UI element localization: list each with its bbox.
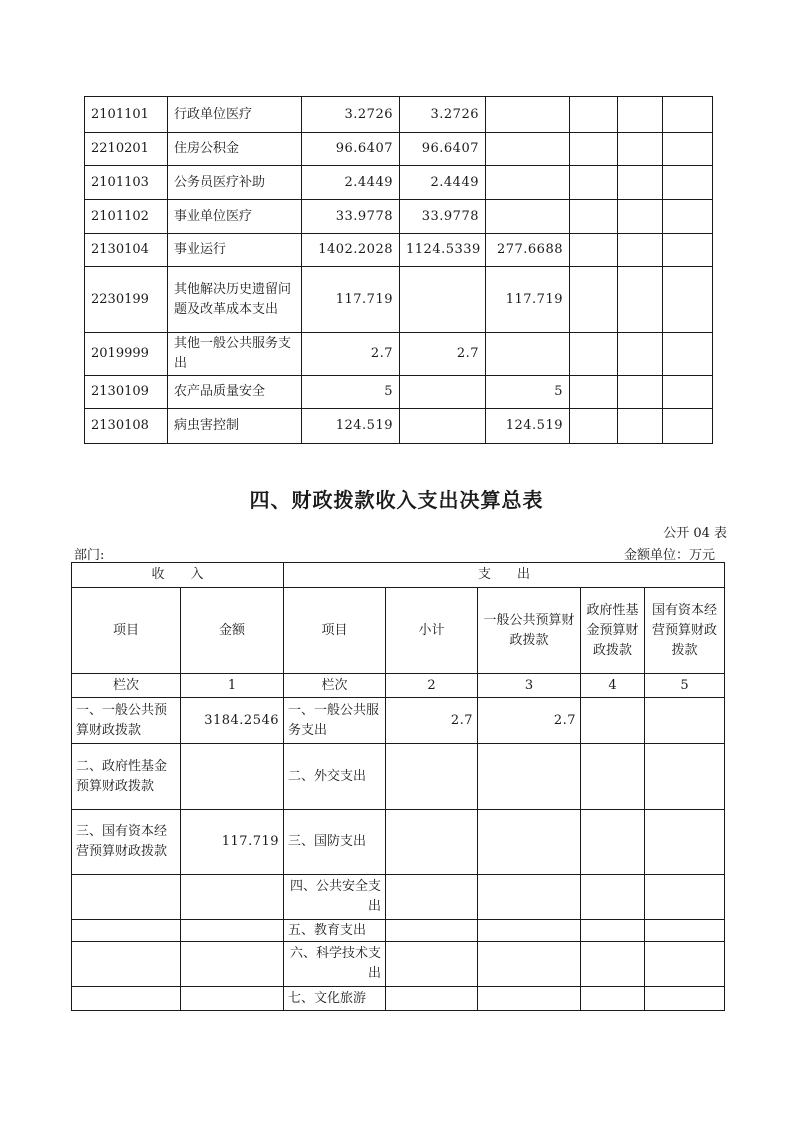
empty-cell <box>618 333 663 376</box>
empty-cell <box>663 200 713 234</box>
empty-cell <box>570 97 618 133</box>
basic-amount: 33.9778 <box>400 200 486 234</box>
income-amount <box>181 942 284 987</box>
govfund-amount <box>581 920 645 942</box>
col-soe-header: 国有资本经营预算财政拨款 <box>645 588 725 674</box>
table-row <box>85 409 713 444</box>
subject-code: 2101101 <box>85 97 168 133</box>
subject-code: 2101103 <box>85 166 168 200</box>
subject-code: 2130109 <box>85 376 168 409</box>
basic-amount: 2.7 <box>400 333 486 376</box>
govfund-amount <box>581 810 645 875</box>
table-row <box>85 97 713 133</box>
empty-cell <box>618 133 663 166</box>
expense-item: 五、教育支出 <box>284 920 386 942</box>
col-item2-header: 项目 <box>284 588 386 674</box>
expense-item: 四、公共安全支出 <box>284 875 386 920</box>
empty-cell <box>663 234 713 267</box>
basic-amount <box>400 409 486 444</box>
soe-amount <box>645 942 725 987</box>
empty-cell <box>618 97 663 133</box>
col-number: 2 <box>386 674 478 698</box>
basic-amount: 1124.5339 <box>400 234 486 267</box>
expense-item: 六、科学技术支出 <box>284 942 386 987</box>
basic-amount: 3.2726 <box>400 97 486 133</box>
basic-amount <box>400 267 486 333</box>
subject-name: 住房公积金 <box>168 133 302 166</box>
subject-code: 2210201 <box>85 133 168 166</box>
soe-amount <box>645 875 725 920</box>
col-number: 4 <box>581 674 645 698</box>
subtotal-amount: 2.7 <box>386 698 478 744</box>
govfund-amount <box>581 942 645 987</box>
empty-cell <box>663 376 713 409</box>
subtotal-amount <box>386 987 478 1011</box>
empty-cell <box>570 234 618 267</box>
income-amount: 3184.2546 <box>181 698 284 744</box>
income-amount <box>181 875 284 920</box>
basic-amount <box>400 376 486 409</box>
project-amount <box>486 133 570 166</box>
subject-name: 病虫害控制 <box>168 409 302 444</box>
column-header-row <box>72 588 725 674</box>
subtotal-amount <box>386 942 478 987</box>
income-item <box>72 987 181 1011</box>
project-amount <box>486 97 570 133</box>
general-amount <box>478 987 581 1011</box>
total-amount: 5 <box>302 376 400 409</box>
general-amount <box>478 744 581 810</box>
empty-cell <box>663 97 713 133</box>
table-row <box>85 376 713 409</box>
table-row <box>72 987 725 1011</box>
empty-cell <box>570 376 618 409</box>
govfund-amount <box>581 744 645 810</box>
empty-cell <box>570 166 618 200</box>
subject-code: 2230199 <box>85 267 168 333</box>
project-amount: 277.6688 <box>486 234 570 267</box>
income-amount <box>181 920 284 942</box>
subject-name: 公务员医疗补助 <box>168 166 302 200</box>
empty-cell <box>618 409 663 444</box>
subject-name: 事业单位医疗 <box>168 200 302 234</box>
col-number: 1 <box>181 674 284 698</box>
govfund-amount <box>581 875 645 920</box>
subject-code: 2101102 <box>85 200 168 234</box>
empty-cell <box>618 376 663 409</box>
project-amount: 5 <box>486 376 570 409</box>
soe-amount <box>645 920 725 942</box>
govfund-amount <box>581 698 645 744</box>
subject-name: 行政单位医疗 <box>168 97 302 133</box>
fiscal-summary-table <box>71 562 725 1011</box>
soe-amount <box>645 987 725 1011</box>
total-amount: 2.4449 <box>302 166 400 200</box>
income-item <box>72 920 181 942</box>
table-row <box>72 744 725 810</box>
income-item: 二、政府性基金预算财政拨款 <box>72 744 181 810</box>
expenditure-detail-table <box>84 96 713 444</box>
total-amount: 117.719 <box>302 267 400 333</box>
income-item: 一、一般公共预算财政拨款 <box>72 698 181 744</box>
empty-cell <box>570 409 618 444</box>
form-number: 公开 04 表 <box>663 526 727 541</box>
project-amount <box>486 200 570 234</box>
income-header: 收 入 <box>72 563 284 588</box>
empty-cell <box>570 333 618 376</box>
col-number: 3 <box>478 674 581 698</box>
project-amount <box>486 166 570 200</box>
col-subtotal-header: 小计 <box>386 588 478 674</box>
general-amount <box>478 942 581 987</box>
empty-cell <box>618 200 663 234</box>
empty-cell <box>618 267 663 333</box>
subject-code: 2130108 <box>85 409 168 444</box>
col-amount-header: 金额 <box>181 588 284 674</box>
expense-header: 支 出 <box>284 563 725 588</box>
expense-item: 三、国防支出 <box>284 810 386 875</box>
expense-item: 七、文化旅游 <box>284 987 386 1011</box>
expense-item: 二、外交支出 <box>284 744 386 810</box>
subject-name: 其他一般公共服务支出 <box>168 333 302 376</box>
total-amount: 2.7 <box>302 333 400 376</box>
empty-cell <box>570 267 618 333</box>
col-number: 5 <box>645 674 725 698</box>
table-row <box>72 698 725 744</box>
column-number-row <box>72 674 725 698</box>
empty-cell <box>618 234 663 267</box>
soe-amount <box>645 810 725 875</box>
col-item-header: 项目 <box>72 588 181 674</box>
general-amount <box>478 810 581 875</box>
income-item <box>72 942 181 987</box>
department-label: 部门: <box>74 548 105 563</box>
income-item: 三、国有资本经营预算财政拨款 <box>72 810 181 875</box>
general-amount: 2.7 <box>478 698 581 744</box>
total-amount: 3.2726 <box>302 97 400 133</box>
expense-item: 一、一般公共服务支出 <box>284 698 386 744</box>
table-row <box>72 920 725 942</box>
table-row <box>85 333 713 376</box>
general-amount <box>478 875 581 920</box>
table-row <box>72 810 725 875</box>
empty-cell <box>618 166 663 200</box>
basic-amount: 2.4449 <box>400 166 486 200</box>
total-amount: 33.9778 <box>302 200 400 234</box>
group-header-row <box>72 563 725 588</box>
total-amount: 124.519 <box>302 409 400 444</box>
col-general-header: 一般公共预算财政拨款 <box>478 588 581 674</box>
table-row <box>72 942 725 987</box>
subtotal-amount <box>386 920 478 942</box>
subtotal-amount <box>386 810 478 875</box>
project-amount <box>486 333 570 376</box>
empty-cell <box>663 409 713 444</box>
subtotal-amount <box>386 875 478 920</box>
subject-name: 农产品质量安全 <box>168 376 302 409</box>
govfund-amount <box>581 987 645 1011</box>
empty-cell <box>663 267 713 333</box>
table-row <box>85 166 713 200</box>
general-amount <box>478 920 581 942</box>
empty-cell <box>570 133 618 166</box>
subject-name: 其他解决历史遗留问题及改革成本支出 <box>168 267 302 333</box>
table-row <box>85 234 713 267</box>
soe-amount <box>645 744 725 810</box>
table-row <box>85 133 713 166</box>
soe-amount <box>645 698 725 744</box>
amount-unit-label: 金额单位：万元 <box>623 548 715 563</box>
col-govfund-header: 政府性基金预算财政拨款 <box>581 588 645 674</box>
income-amount: 117.719 <box>181 810 284 875</box>
total-amount: 1402.2028 <box>302 234 400 267</box>
table-row <box>85 267 713 333</box>
table-row <box>85 200 713 234</box>
empty-cell <box>663 333 713 376</box>
income-amount <box>181 987 284 1011</box>
income-item <box>72 875 181 920</box>
subtotal-amount <box>386 744 478 810</box>
section-title: 四、财政拨款收入支出决算总表 <box>249 488 544 512</box>
subject-code: 2130104 <box>85 234 168 267</box>
basic-amount: 96.6407 <box>400 133 486 166</box>
row-label: 栏次 <box>72 674 181 698</box>
row-label: 栏次 <box>284 674 386 698</box>
total-amount: 96.6407 <box>302 133 400 166</box>
empty-cell <box>663 133 713 166</box>
empty-cell <box>570 200 618 234</box>
empty-cell <box>663 166 713 200</box>
subject-code: 2019999 <box>85 333 168 376</box>
project-amount: 124.519 <box>486 409 570 444</box>
project-amount: 117.719 <box>486 267 570 333</box>
table-row <box>72 875 725 920</box>
income-amount <box>181 744 284 810</box>
subject-name: 事业运行 <box>168 234 302 267</box>
